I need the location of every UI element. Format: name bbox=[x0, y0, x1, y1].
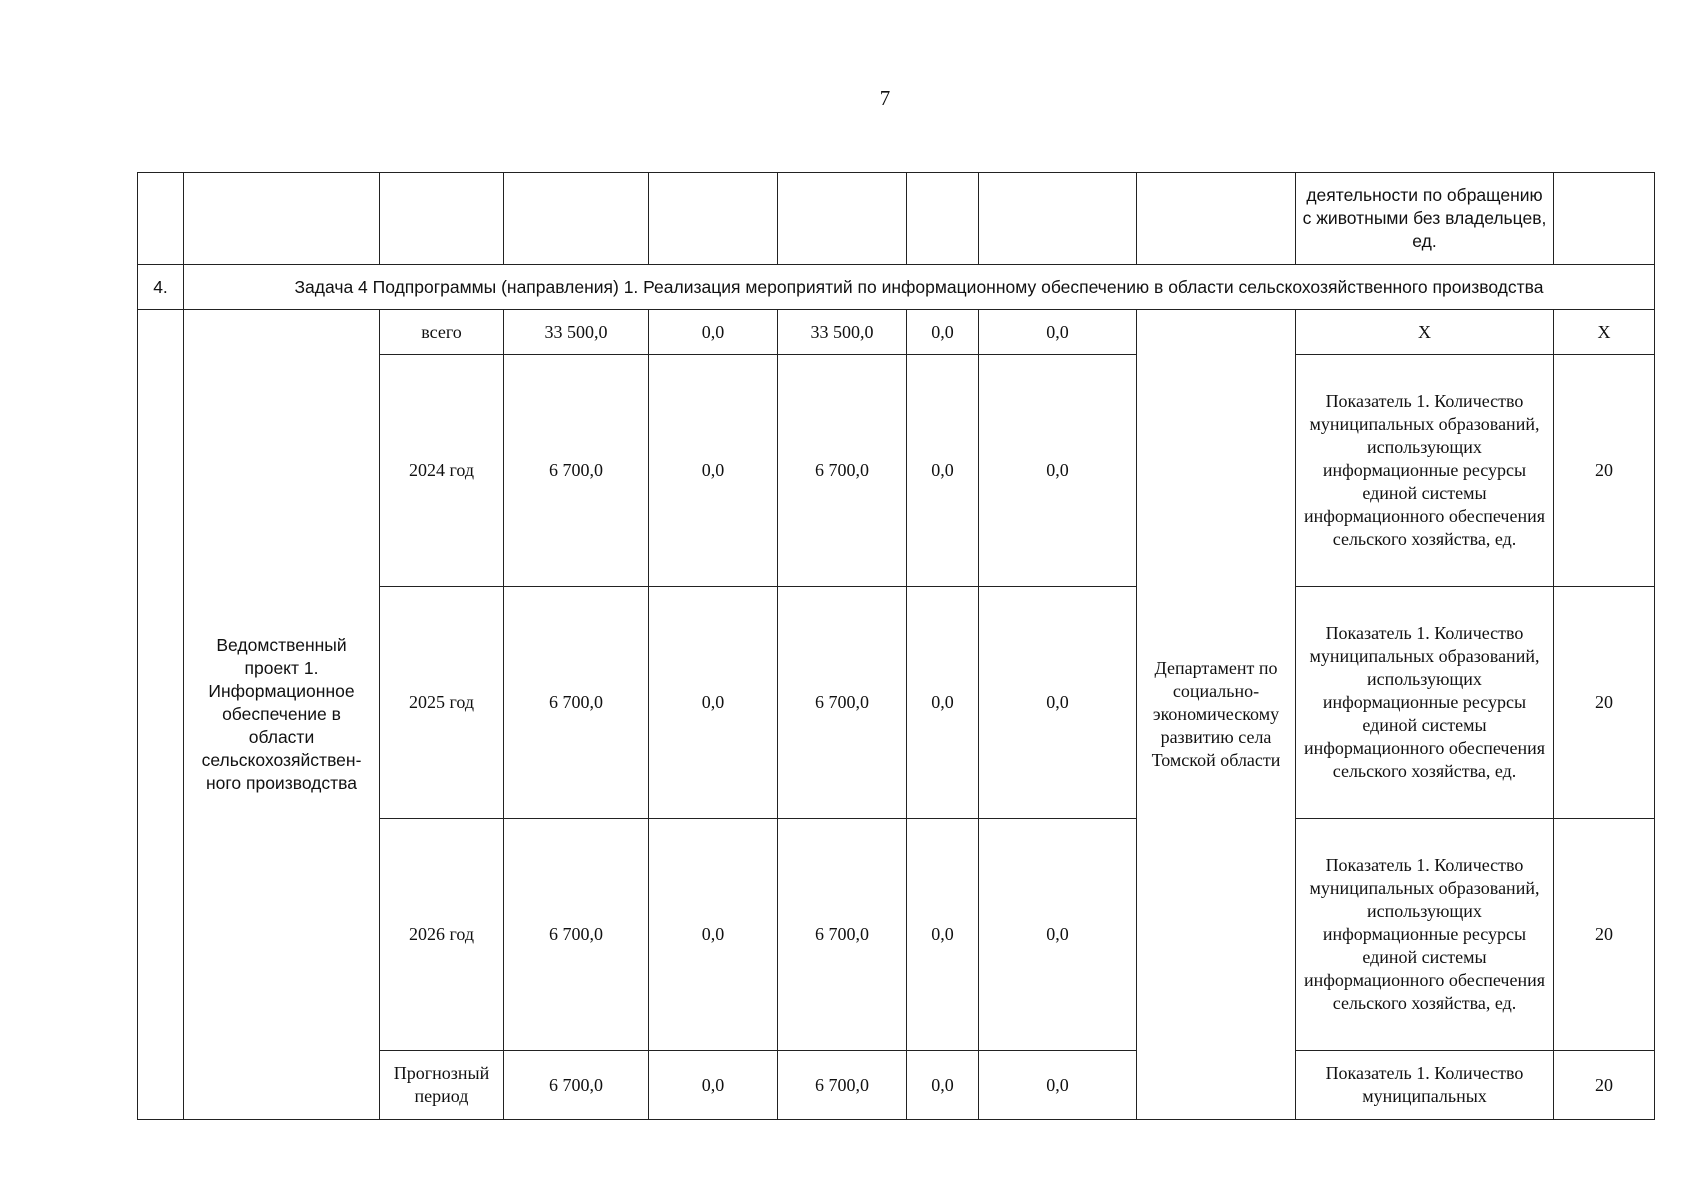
indicator-value-cell: Х bbox=[1554, 310, 1655, 355]
cell-empty bbox=[138, 173, 184, 265]
project-name: Ведомственный проект 1. Информационное обеспечение в области сельскохозяйствен-ного производства bbox=[184, 310, 380, 1120]
value-cell: 0,0 bbox=[649, 355, 778, 587]
indicator-value-cell: 20 bbox=[1554, 355, 1655, 587]
indicator-cell: Х bbox=[1296, 310, 1554, 355]
value-cell: 6 700,0 bbox=[778, 1051, 907, 1120]
cell-empty bbox=[907, 173, 979, 265]
program-table bbox=[137, 172, 1655, 1120]
period-cell: 2025 год bbox=[380, 587, 504, 819]
value-cell: 0,0 bbox=[649, 310, 778, 355]
indicator-cell: Показатель 1. Количество муниципальных образований, использующих информационные ресурсы единой системы информационного обеспечения сельского хозяйства, ед. bbox=[1296, 587, 1554, 819]
value-cell: 6 700,0 bbox=[504, 819, 649, 1051]
value-cell: 0,0 bbox=[907, 310, 979, 355]
cell-empty bbox=[504, 173, 649, 265]
cell-empty bbox=[138, 310, 184, 1120]
value-cell: 33 500,0 bbox=[778, 310, 907, 355]
continuation-row bbox=[138, 173, 1655, 265]
value-cell: 6 700,0 bbox=[778, 587, 907, 819]
table-row bbox=[138, 310, 1655, 355]
indicator-value-cell: 20 bbox=[1554, 587, 1655, 819]
cell-empty bbox=[1137, 173, 1296, 265]
value-cell: 0,0 bbox=[649, 819, 778, 1051]
indicator-cell: Показатель 1. Количество муниципальных образований, использующих информационные ресурсы единой системы информационного обеспечения сельского хозяйства, ед. bbox=[1296, 819, 1554, 1051]
value-cell: 0,0 bbox=[649, 1051, 778, 1120]
indicator-cell: Показатель 1. Количество муниципальных bbox=[1296, 1051, 1554, 1120]
cell-empty bbox=[649, 173, 778, 265]
value-cell: 0,0 bbox=[979, 587, 1137, 819]
value-cell: 6 700,0 bbox=[504, 587, 649, 819]
value-cell: 0,0 bbox=[907, 355, 979, 587]
cell-empty bbox=[1554, 173, 1655, 265]
value-cell: 0,0 bbox=[907, 819, 979, 1051]
value-cell: 6 700,0 bbox=[504, 1051, 649, 1120]
value-cell: 0,0 bbox=[649, 587, 778, 819]
value-cell: 0,0 bbox=[979, 355, 1137, 587]
value-cell: 6 700,0 bbox=[778, 355, 907, 587]
value-cell: 0,0 bbox=[979, 1051, 1137, 1120]
value-cell: 33 500,0 bbox=[504, 310, 649, 355]
indicator-continuation: деятельности по обращению с животными без владельцев, ед. bbox=[1296, 173, 1554, 265]
value-cell: 0,0 bbox=[907, 1051, 979, 1120]
period-cell: 2026 год bbox=[380, 819, 504, 1051]
period-cell: всего bbox=[380, 310, 504, 355]
task-number: 4. bbox=[138, 265, 184, 310]
period-cell: 2024 год bbox=[380, 355, 504, 587]
cell-empty bbox=[979, 173, 1137, 265]
task-row bbox=[138, 265, 1655, 310]
cell-empty bbox=[184, 173, 380, 265]
value-cell: 0,0 bbox=[979, 819, 1137, 1051]
value-cell: 6 700,0 bbox=[778, 819, 907, 1051]
period-cell: Прогнозный период bbox=[380, 1051, 504, 1120]
value-cell: 6 700,0 bbox=[504, 355, 649, 587]
task-title: Задача 4 Подпрограммы (направления) 1. Реализация мероприятий по информационному обеспечению в области сельскохозяйственного производства bbox=[184, 265, 1655, 310]
department-cell: Департамент по социально-экономическому развитию села Томской области bbox=[1137, 310, 1296, 1120]
cell-empty bbox=[380, 173, 504, 265]
indicator-value-cell: 20 bbox=[1554, 819, 1655, 1051]
indicator-value-cell: 20 bbox=[1554, 1051, 1655, 1120]
page-number: 7 bbox=[879, 86, 891, 110]
cell-empty bbox=[778, 173, 907, 265]
value-cell: 0,0 bbox=[907, 587, 979, 819]
value-cell: 0,0 bbox=[979, 310, 1137, 355]
indicator-cell: Показатель 1. Количество муниципальных образований, использующих информационные ресурсы единой системы информационного обеспечения сельского хозяйства, ед. bbox=[1296, 355, 1554, 587]
